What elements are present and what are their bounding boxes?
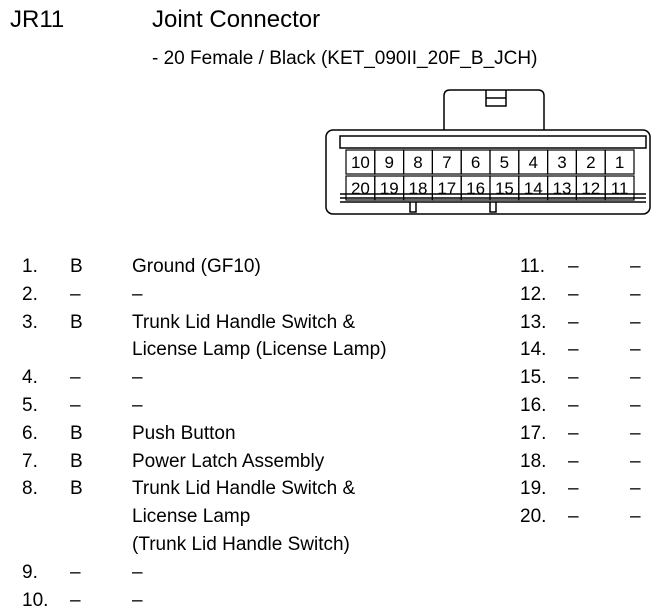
pin-index: 19. <box>520 478 547 500</box>
pin-number: 13 <box>552 179 572 198</box>
pin-description: – <box>630 478 641 500</box>
pin-description: – <box>630 506 641 528</box>
wire-color: – <box>568 478 579 500</box>
wire-color: – <box>568 367 579 389</box>
pin-index: 3. <box>22 311 38 333</box>
wire-color: – <box>568 506 579 528</box>
pin-number: 15 <box>494 179 514 198</box>
pin-description: – <box>132 395 143 416</box>
connector-title: Joint Connector <box>152 6 321 33</box>
wire-color: – <box>70 589 81 611</box>
pin-description: – <box>630 422 641 444</box>
wire-color: – <box>568 283 579 305</box>
pin-index: 20. <box>520 506 547 528</box>
pin-index: 1. <box>22 256 38 277</box>
pin-number: 10 <box>350 153 370 172</box>
pin-number: 8 <box>413 153 423 172</box>
wire-color: B <box>70 256 83 277</box>
pin-grid <box>346 150 634 200</box>
connector-latch <box>444 90 544 130</box>
pin-description: – <box>630 256 641 277</box>
wire-color: – <box>70 283 81 305</box>
pin-description: Trunk Lid Handle Switch & <box>132 311 356 333</box>
wire-color: B <box>70 450 83 472</box>
pin-number: 12 <box>581 179 601 198</box>
pin-index: 11. <box>520 256 546 277</box>
pin-number: 16 <box>466 179 486 198</box>
wire-color: – <box>568 422 579 444</box>
pin-index: 6. <box>22 422 38 444</box>
pin-description: – <box>630 283 641 305</box>
pin-number: 5 <box>499 153 510 172</box>
pin-description: Push Button <box>132 422 236 444</box>
pin-number: 19 <box>379 179 399 198</box>
pin-description: – <box>630 311 641 333</box>
pin-description: – <box>630 450 641 472</box>
connector-subtitle: - 20 Female / Black (KET_090II_20F_B_JCH) <box>152 48 538 69</box>
wire-color: B <box>70 478 83 500</box>
pin-number: 3 <box>557 153 567 172</box>
pin-index: 13. <box>520 311 547 333</box>
wire-color: B <box>70 422 83 444</box>
pin-index: 5. <box>22 395 38 416</box>
pin-number: 18 <box>408 179 428 198</box>
pin-number: 20 <box>350 179 370 198</box>
pin-index: 9. <box>22 561 38 583</box>
connector-diagram <box>320 88 656 220</box>
pin-index: 14. <box>520 339 547 361</box>
pin-number: 4 <box>528 153 538 172</box>
pin-description: License Lamp (License Lamp) <box>132 339 387 361</box>
pin-index: 8. <box>22 478 38 500</box>
pin-number: 17 <box>437 179 457 198</box>
pin-description: – <box>630 367 641 389</box>
pin-description: – <box>132 561 143 583</box>
wire-color: B <box>70 311 83 333</box>
pin-number: 9 <box>384 153 394 172</box>
pin-index: 10. <box>22 589 49 611</box>
pin-description: – <box>132 367 143 389</box>
pin-description: – <box>630 395 641 416</box>
pin-number: 11 <box>610 179 629 198</box>
pin-index: 4. <box>22 367 38 389</box>
pin-number: 7 <box>442 153 452 172</box>
pin-description: – <box>630 339 641 361</box>
pin-description: (Trunk Lid Handle Switch) <box>132 534 350 555</box>
pin-index: 16. <box>520 395 547 416</box>
pin-index: 18. <box>520 450 547 472</box>
pin-description: – <box>132 589 143 611</box>
pin-number: 1 <box>614 153 625 172</box>
pin-index: 2. <box>22 283 38 305</box>
wire-color: – <box>70 561 81 583</box>
pin-number: 14 <box>523 179 543 198</box>
wire-color: – <box>568 311 579 333</box>
pin-index: 12. <box>520 283 547 305</box>
wire-color: – <box>568 450 579 472</box>
pin-index: 15. <box>520 367 547 389</box>
pin-number: 2 <box>586 153 596 172</box>
wire-color: – <box>568 256 579 277</box>
wire-color: – <box>568 395 579 416</box>
pin-index: 17. <box>520 422 547 444</box>
pin-index: 7. <box>22 450 38 472</box>
pin-number: 6 <box>470 153 481 172</box>
pin-description: – <box>132 283 143 305</box>
wire-color: – <box>70 395 81 416</box>
pin-description: Ground (GF10) <box>132 256 261 277</box>
pin-description: Power Latch Assembly <box>132 450 325 472</box>
pin-description: Trunk Lid Handle Switch & <box>132 478 356 500</box>
wire-color: – <box>568 339 579 361</box>
pin-description: License Lamp <box>132 506 251 528</box>
connector-code: JR11 <box>10 6 65 33</box>
wire-color: – <box>70 367 81 389</box>
